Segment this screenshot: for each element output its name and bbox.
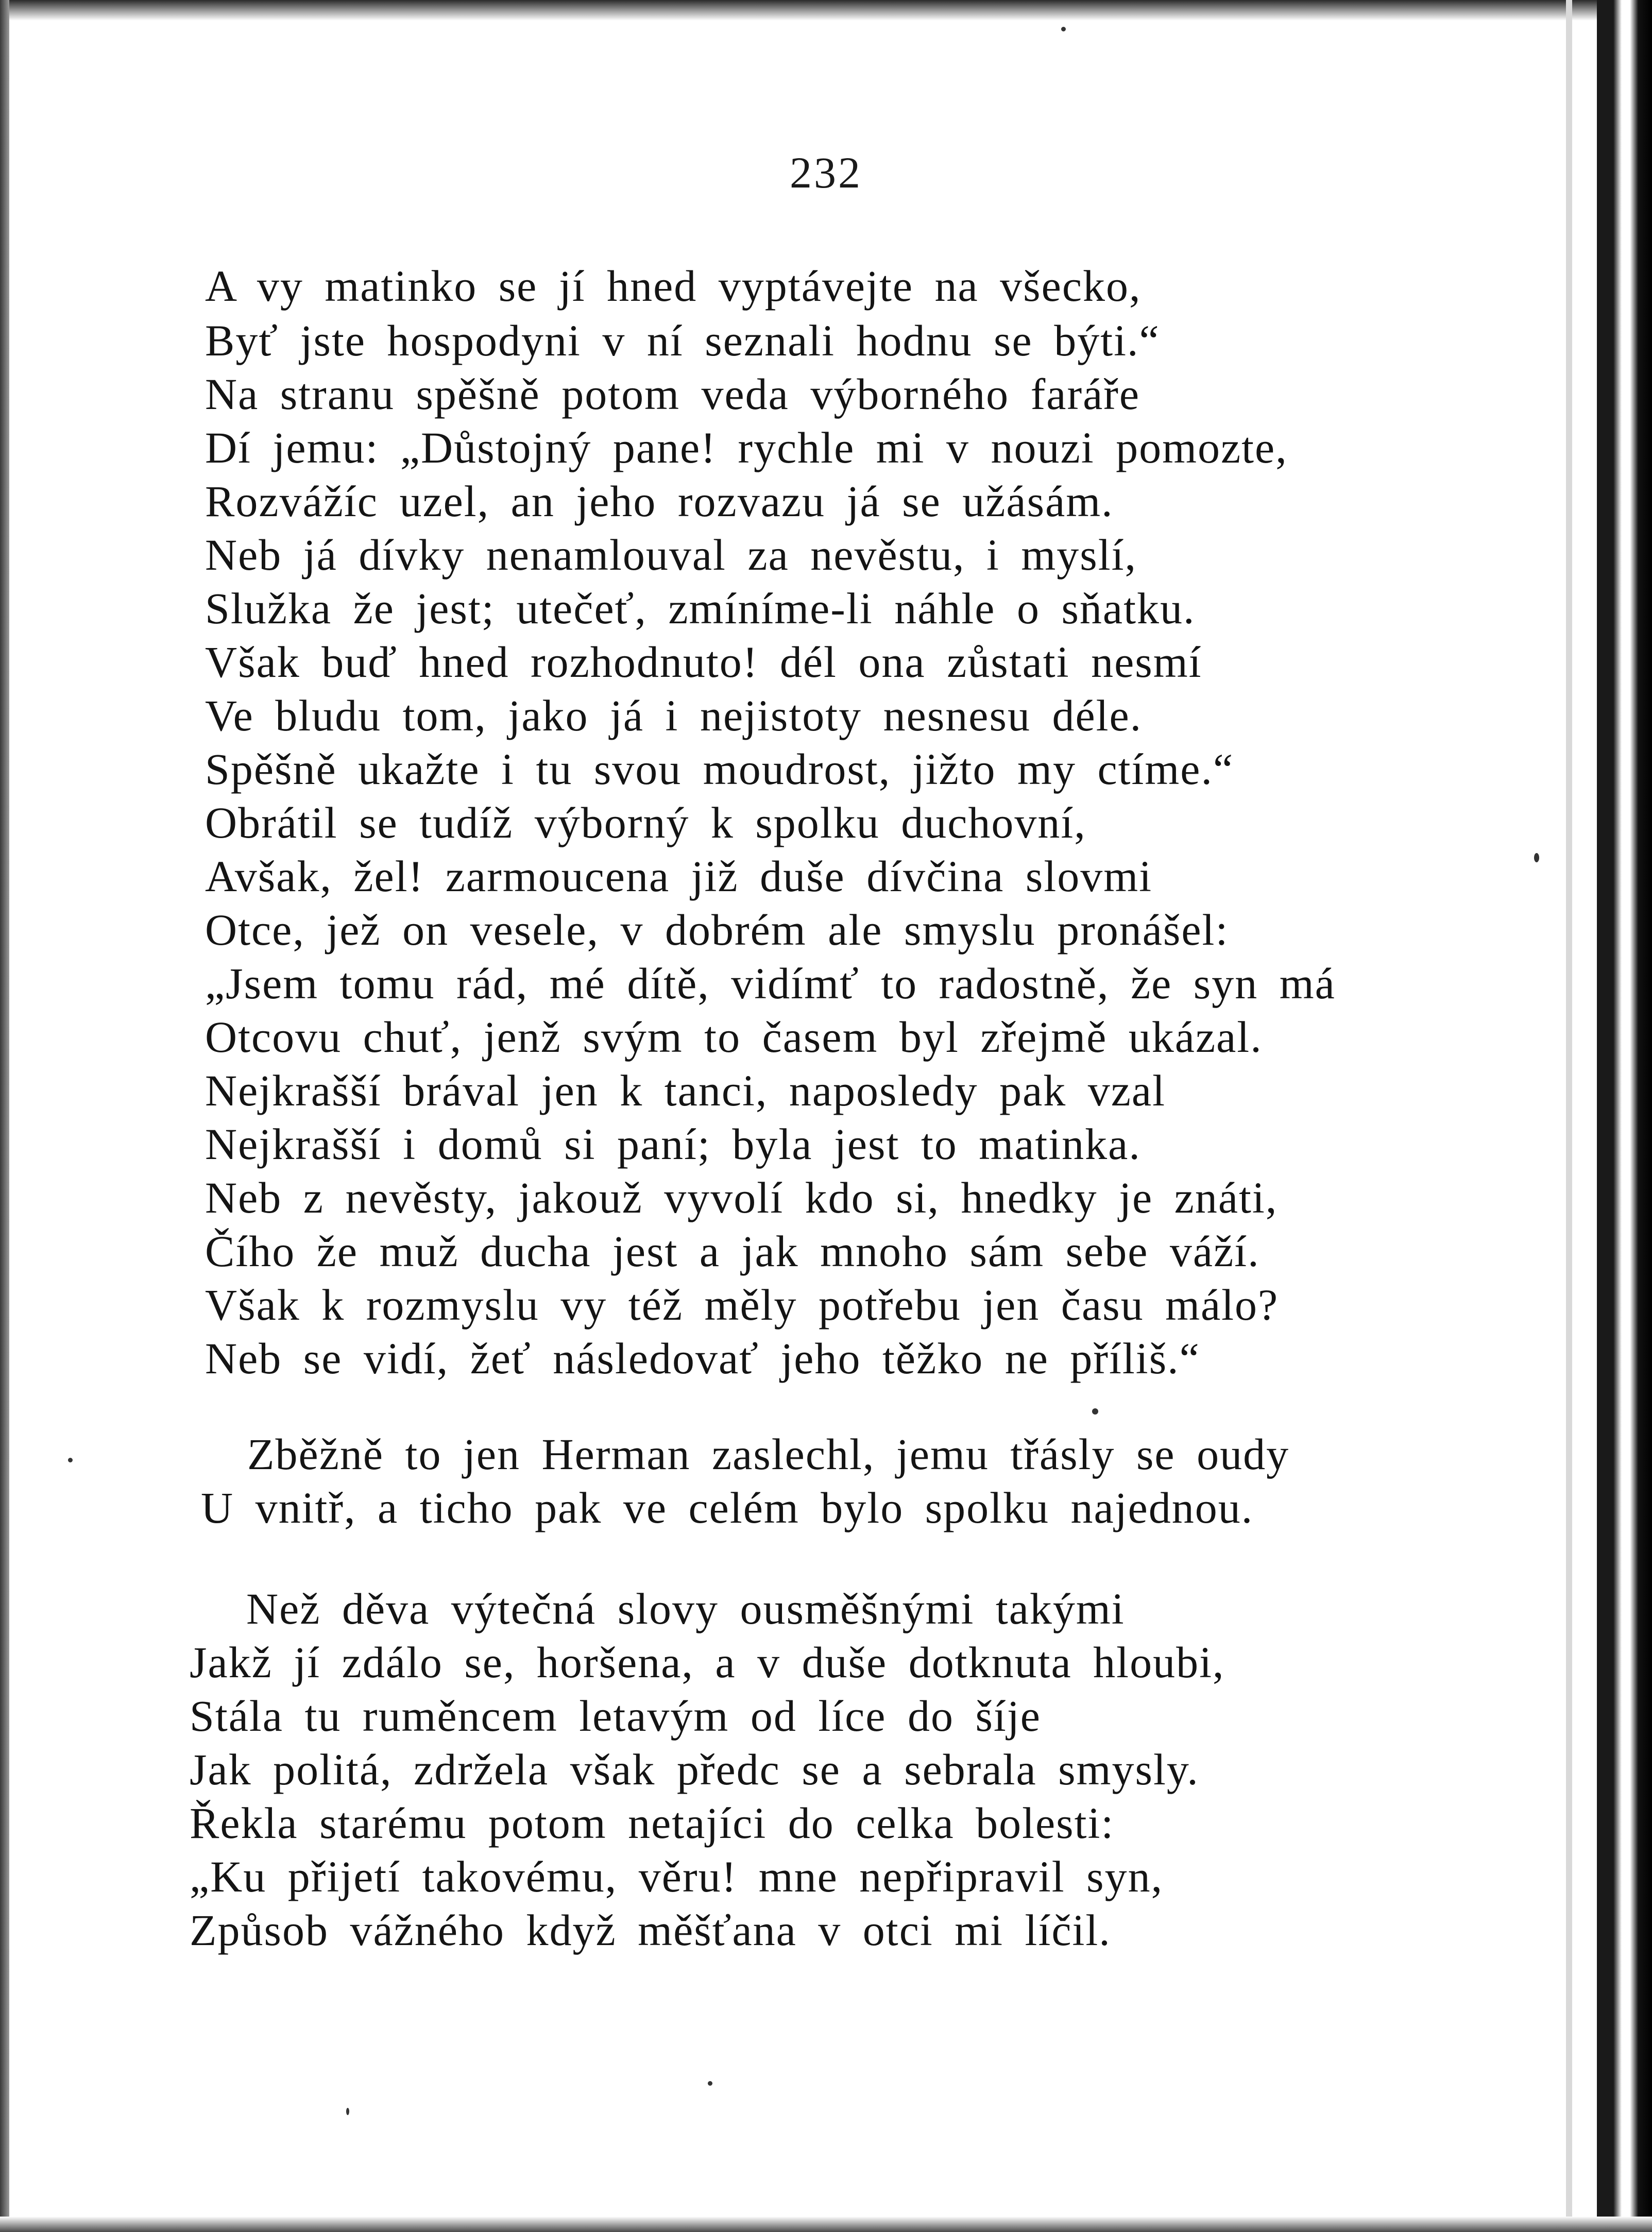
- scan-speck: [708, 2081, 712, 2086]
- verse-line: Jak politá, zdržela však předc se a sebrala smysly.: [190, 1745, 1199, 1794]
- verse-line: Rozvážíc uzel, an jeho rozvazu já se užásám.: [205, 476, 1114, 526]
- scan-speck: [1092, 1408, 1098, 1415]
- verse-line: Ve bludu tom, jako já i nejistoty nesnesu déle.: [205, 691, 1143, 740]
- verse-line: A vy matinko se jí hned vyptávejte na všecko,: [205, 261, 1142, 311]
- verse-line: Než děva výtečná slovy ousměšnými takými: [246, 1584, 1125, 1633]
- scan-edge-top: [0, 0, 1652, 21]
- verse-line: Spěšně ukažte i tu svou moudrost, jižto my ctíme.“: [205, 744, 1234, 794]
- scan-speck: [1534, 853, 1539, 862]
- verse-line: Neb z nevěsty, jakouž vyvolí kdo si, hnedky je znáti,: [205, 1173, 1278, 1222]
- verse-line: „Jsem tomu rád, mé dítě, vidímť to radostně, že syn má: [205, 959, 1336, 1008]
- scan-edge-left: [0, 0, 9, 2232]
- verse-line: Stála tu ruměncem letavým od líce do šíje: [190, 1691, 1041, 1741]
- verse-line: U vnitř, a ticho pak ve celém bylo spolku najednou.: [201, 1483, 1254, 1532]
- scan-speck: [68, 1458, 73, 1462]
- verse-line: Zběžně to jen Herman zaslechl, jemu třásly se oudy: [247, 1429, 1290, 1479]
- page-number: 232: [790, 148, 862, 197]
- verse-line: Čího že muž ducha jest a jak mnoho sám sebe váží.: [205, 1226, 1260, 1276]
- verse-line: Však k rozmyslu vy též měly potřebu jen času málo?: [205, 1280, 1279, 1330]
- verse-line: Avšak, žel! zarmoucena již duše dívčina slovmi: [205, 851, 1152, 901]
- verse-line: Nejkrašší i domů si paní; byla jest to matinka.: [205, 1119, 1141, 1169]
- verse-line: Jakž jí zdálo se, horšena, a v duše dotknuta hloubi,: [190, 1638, 1225, 1687]
- verse-line: Nejkrašší brával jen k tanci, naposledy pak vzal: [205, 1066, 1166, 1115]
- verse-line: Způsob vážného když měšťana v otci mi líčil.: [190, 1905, 1111, 1955]
- verse-line: Služka že jest; utečeť, zmíníme-li náhle o sňatku.: [205, 584, 1196, 633]
- verse-line: Otce, jež on vesele, v dobrém ale smyslu pronášel:: [205, 905, 1229, 955]
- scan-speck: [1061, 27, 1066, 31]
- verse-line: Obrátil se tudíž výborný k spolku duchovní,: [205, 798, 1086, 847]
- verse-line: Řekla starému potom netajíci do celka bolesti:: [190, 1798, 1115, 1848]
- verse-line: Dí jemu: „Důstojný pane! rychle mi v nouzi pomozte,: [205, 423, 1288, 472]
- verse-line: „Ku přijetí takovému, věru! mne nepřipravil syn,: [190, 1852, 1164, 1901]
- verse-line: Neb se vidí, žeť následovať jeho těžko ne příliš.“: [205, 1334, 1200, 1383]
- page-gutter-line: [1566, 0, 1572, 2232]
- verse-line: Neb já dívky nenamlouval za nevěstu, i myslí,: [205, 530, 1137, 580]
- scan-edge-right: [1597, 0, 1652, 2232]
- scan-speck: [346, 2108, 349, 2115]
- verse-line: Otcovu chuť, jenž svým to časem byl zřejmě ukázal.: [205, 1012, 1263, 1062]
- verse-line: Však buď hned rozhodnuto! dél ona zůstati nesmí: [205, 637, 1202, 687]
- verse-line: Byť jste hospodyni v ní seznali hodnu se býti.“: [205, 316, 1160, 365]
- scan-edge-bottom: [0, 2217, 1652, 2232]
- verse-line: Na stranu spěšně potom veda výborného faráře: [205, 369, 1140, 419]
